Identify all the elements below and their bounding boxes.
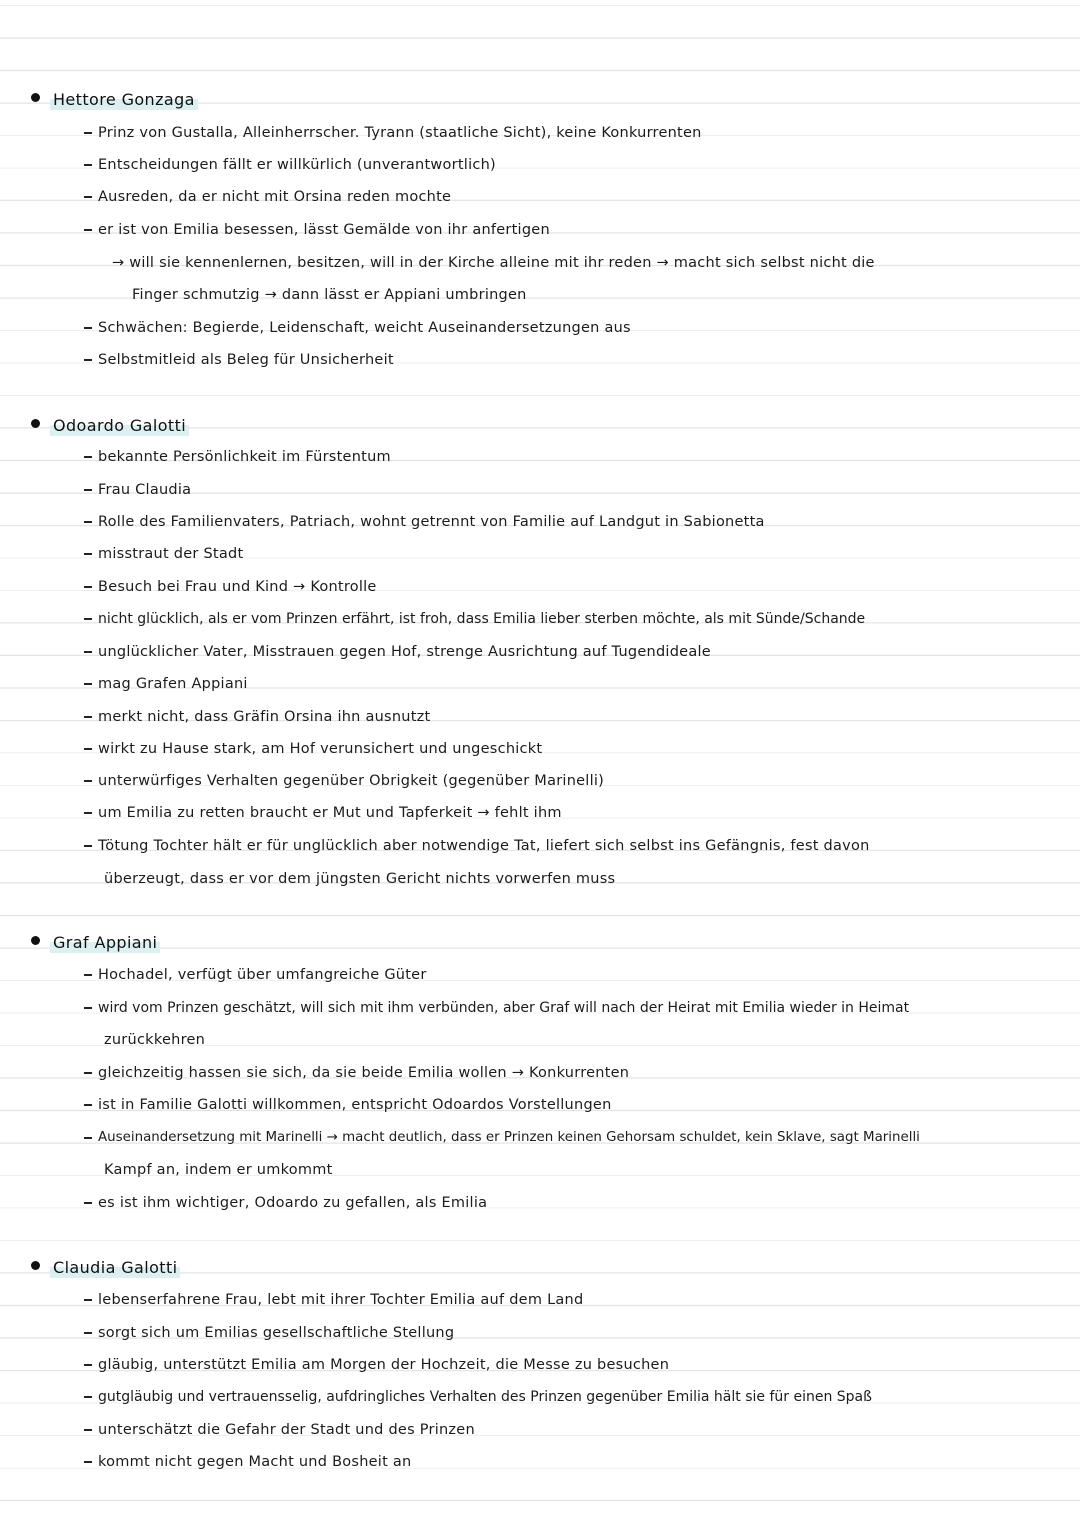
list-item: Tötung Tochter hält er für unglücklich aber notwendige Tat, liefert sich selbst ins Gefängnis, fest davon — [98, 830, 1068, 862]
list-item: unterschätzt die Gefahr der Stadt und des Prinzen — [98, 1414, 1068, 1446]
list-item: es ist ihm wichtiger, Odoardo zu gefallen, als Emilia — [98, 1187, 1068, 1219]
bullet-dot — [31, 419, 40, 428]
list-item: Frau Claudia — [98, 474, 1068, 506]
section-heading: Hettore Gonzaga — [50, 90, 198, 110]
list-item-continuation: überzeugt, dass er vor dem jüngsten Gericht nichts vorwerfen muss — [104, 871, 616, 887]
list-item-continuation: Finger schmutzig → dann lässt er Appiani umbringen — [132, 287, 527, 303]
list-item-continuation: Kampf an, indem er umkommt — [104, 1162, 333, 1178]
list-item-continuation: → will sie kennenlernen, besitzen, will in der Kirche alleine mit ihr reden → macht sich selbst nicht die — [112, 255, 875, 271]
bullet-dot — [31, 936, 40, 945]
list-item: gleichzeitig hassen sie sich, da sie beide Emilia wollen → Konkurrenten — [98, 1057, 1068, 1089]
list-item: sorgt sich um Emilias gesellschaftliche Stellung — [98, 1317, 1068, 1349]
bullet-dot — [31, 1261, 40, 1270]
list-item: Schwächen: Begierde, Leidenschaft, weicht Auseinandersetzungen aus — [98, 312, 1068, 344]
list-item: Ausreden, da er nicht mit Orsina reden mochte — [98, 181, 1068, 213]
list-item: unterwürfiges Verhalten gegenüber Obrigkeit (gegenüber Marinelli) — [98, 765, 1068, 797]
list-item: gläubig, unterstützt Emilia am Morgen der Hochzeit, die Messe zu besuchen — [98, 1349, 1068, 1381]
list-item: gutgläubig und vertrauensselig, aufdringliches Verhalten des Prinzen gegenüber Emilia hält sie für einen Spaß — [98, 1381, 1068, 1413]
list-item: kommt nicht gegen Macht und Bosheit an — [98, 1446, 1068, 1478]
list-item: merkt nicht, dass Gräfin Orsina ihn ausnutzt — [98, 701, 1068, 733]
list-item: nicht glücklich, als er vom Prinzen erfährt, ist froh, dass Emilia lieber sterben möchte, als mit Sünde/Schande — [98, 603, 1068, 635]
list-item: ist in Familie Galotti willkommen, entspricht Odoardos Vorstellungen — [98, 1089, 1068, 1121]
list-item: unglücklicher Vater, Misstrauen gegen Hof, strenge Ausrichtung auf Tugendideale — [98, 636, 1068, 668]
list-item: wirkt zu Hause stark, am Hof verunsichert und ungeschickt — [98, 733, 1068, 765]
section-heading: Odoardo Galotti — [50, 416, 189, 436]
section-heading: Graf Appiani — [50, 933, 160, 953]
list-item: Hochadel, verfügt über umfangreiche Güter — [98, 959, 1068, 991]
list-item: er ist von Emilia besessen, lässt Gemälde von ihr anfertigen — [98, 214, 1068, 246]
list-item: Entscheidungen fällt er willkürlich (unverantwortlich) — [98, 149, 1068, 181]
list-item: wird vom Prinzen geschätzt, will sich mit ihm verbünden, aber Graf will nach der Heirat mit Emilia wieder in Heimat — [98, 992, 1068, 1024]
list-item: bekannte Persönlichkeit im Fürstentum — [98, 441, 1068, 473]
bullet-dot — [31, 93, 40, 102]
list-item: Auseinandersetzung mit Marinelli → macht deutlich, dass er Prinzen keinen Gehorsam schuldet, kein Sklave, sagt Marinelli — [98, 1122, 1068, 1154]
list-item: Besuch bei Frau und Kind → Kontrolle — [98, 571, 1068, 603]
list-item: um Emilia zu retten braucht er Mut und Tapferkeit → fehlt ihm — [98, 797, 1068, 829]
list-item: Prinz von Gustalla, Alleinherrscher. Tyrann (staatliche Sicht), keine Konkurrenten — [98, 117, 1068, 149]
list-item: Rolle des Familienvaters, Patriach, wohnt getrennt von Familie auf Landgut in Sabionetta — [98, 506, 1068, 538]
list-item: Selbstmitleid als Beleg für Unsicherheit — [98, 344, 1068, 376]
list-item-continuation: zurückkehren — [104, 1032, 206, 1048]
list-item: misstraut der Stadt — [98, 538, 1068, 570]
list-item: lebenserfahrene Frau, lebt mit ihrer Tochter Emilia auf dem Land — [98, 1284, 1068, 1316]
section-heading: Claudia Galotti — [50, 1258, 180, 1278]
list-item: mag Grafen Appiani — [98, 668, 1068, 700]
